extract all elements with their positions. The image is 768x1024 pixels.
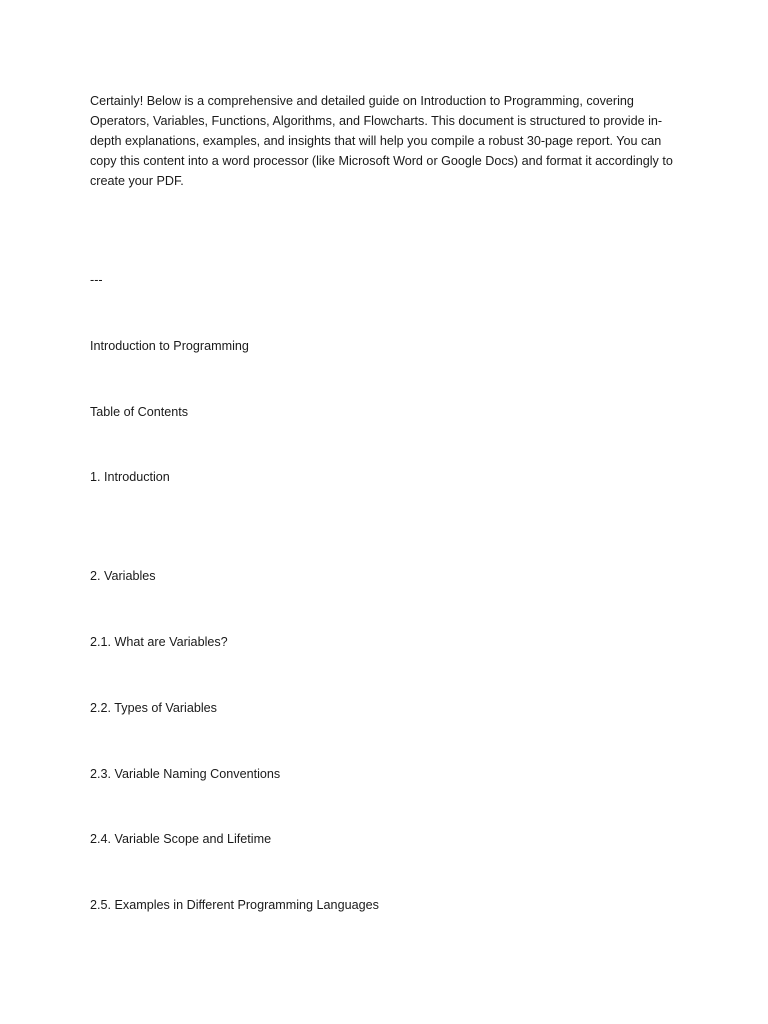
toc-item-scope-and-lifetime: 2.4. Variable Scope and Lifetime [90,832,272,846]
toc-item-what-are-variables: 2.1. What are Variables? [90,635,228,649]
section-divider: --- [90,273,103,287]
toc-item-variables: 2. Variables [90,569,156,583]
toc-item-naming-conventions: 2.3. Variable Naming Conventions [90,767,281,781]
toc-item-introduction: 1. Introduction [90,470,170,484]
toc-item-examples: 2.5. Examples in Different Programming Languages [90,898,379,912]
toc-heading: Table of Contents [90,405,189,419]
document-title: Introduction to Programming [90,339,249,353]
toc-item-types-of-variables: 2.2. Types of Variables [90,701,217,715]
intro-paragraph: Certainly! Below is a comprehensive and detailed guide on Introduction to Programming, covering Operators, Variables, Functions, Algorithms, and Flowcharts. This document is structured to provide in-depth explanations, examples, and insights that will help you compile a robust 30-page report. You can copy this content into a word processor (like Microsoft Word or Google Docs) and format it accordingly to create your PDF. [90,94,673,188]
